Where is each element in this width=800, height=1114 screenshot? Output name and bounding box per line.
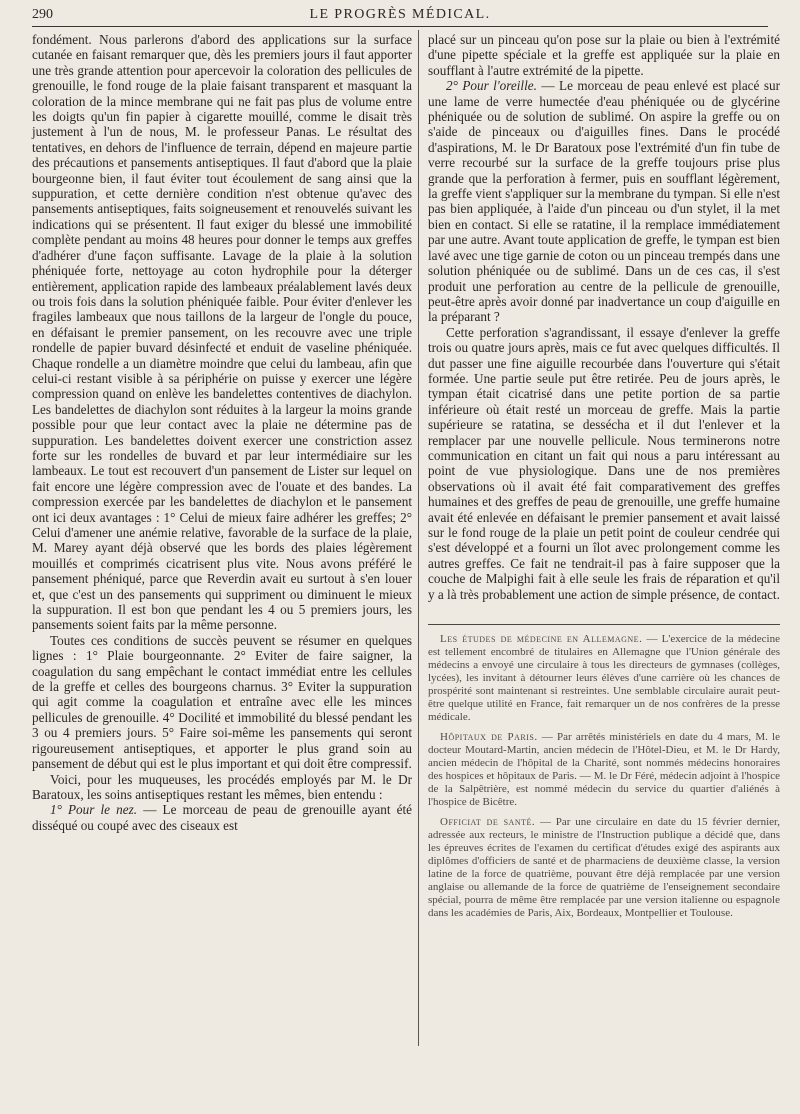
left-column (32, 32, 412, 833)
page-header (32, 2, 768, 27)
news-separator (428, 624, 780, 625)
paragraph-nose (32, 802, 412, 833)
paragraph-nose-continued: placé sur un pinceau qu'on pose sur la plaie ou bien à l'extrémité d'une pipette spéciale et la greffe est appliquée sur la plaie en soufflant à l'autre extrémité de la pipette. (428, 32, 780, 78)
news-text-hospitals: — Par arrêtés ministériels en date du 4 mars, M. le docteur Moutard-Martin, ancien médecin de l'Hôtel-Dieu, et M. le Dr Hardy, ancien médecin de l'hôpital de la Charité, sont nommés médecins honoraires des hospices et hôpitaux de Paris. — M. le Dr Féré, médecin adjoint à l'hospice de la Salpêtrière, est nommé médecin du service du quartier d'aliénés à l'hospice de Bicêtre. (428, 731, 780, 809)
news-title-hospitals: Hôpitaux de Paris. (440, 731, 538, 744)
news-title-germany: Les études de médecine en Allemagne. (440, 633, 643, 646)
news-section (428, 633, 780, 920)
paragraph-mucosa-intro: Voici, pour les muqueuses, les procédés employés par M. le Dr Baratoux, les soins antiseptiques restant les mêmes, bien entendu : (32, 771, 412, 802)
paragraph-conditions-summary: Toutes ces conditions de succès peuvent se résumer en quelques lignes : 1° Plaie bourgeonnante. 2° Eviter de faire saigner, la coagulation du sang empêchant le contact immédiat entre les cellules de la greffe et celles des bourgeons charnus. 3° Eviter la suppuration qui agit comme la coagulation et entraîne avec elle les minces pellicules de grenouille. 4° Docilité et immobilité du blessé pendant les 3 ou 4 premiers jours. 5° Faire soi-même les pansements qui seront rigoureusement antiseptiques, et apporter le plus grand soin au pansement de début qui est le plus important et qui doit être compressif. (32, 632, 412, 772)
paragraph-perforation: Cette perforation s'agrandissant, il essaye d'enlever la greffe trois ou quatre jours après, mais ce fut avec quelques difficultés. Il dut passer une fine aiguille recourbée dans l'ouverture qui s'était formée. Une partie seule put être retirée. Peu de jours après, le tympan était cicatrisé dans une petite portion de sa partie inférieure où était resté un morceau de greffe. Mais la partie supérieure se ratatina, se dessécha et il dut l'enlever et la remplacer par une nouvelle pellicule. Nous terminerons notre communication en citant un fait qui nous a paru intéressant au point de vue physiologique. Dans une de nos premières observations où il avait été fait comparativement des greffes humaines et des greffes de peau de grenouille, une greffe humaine avait été enlevée en défaisant le premier pansement et avait laissé sur le fond rouge de la plaie un petit point de couleur cendrée qui s'est développé et a fourni un îlot avec prolongement comme les autres greffes. Ce fait ne tendrait-il pas à faire supposer que la couche de Malpighi fait à elle seule les frais de réparation et qu'il y a là très probablement une action de simple présence, de contact. (428, 324, 780, 602)
news-item-hospitals (428, 731, 780, 809)
news-title-officiat: Officiat de santé. (440, 816, 536, 829)
news-item-germany (428, 633, 780, 724)
ear-label: 2° Pour l'oreille. (446, 78, 537, 94)
nose-text: — Le morceau de peau de grenouille ayant été disséqué ou coupé avec des ciseaux est (32, 802, 412, 833)
page-number: 290 (32, 7, 53, 22)
ear-text: — Le morceau de peau enlevé est placé sur une lame de verre humectée d'eau phéniquée ou de glycérine phéniquée ou de solution de sublimé. On aspire la greffe ou on s'aide de pinceaux ou d'aiguilles fines. Dans le procédé d'aspirations, M. le Dr Baratoux pose l'extrémité d'un fin tube de verre recourbé sur la surface de la greffe toujours prise plus grande que la perforation à fermer, puis en soufflant légèrement, la greffe vient s'appliquer sur la membrane du tympan. Si elle n'est pas bien appliquée, à l'aide d'un pinceau ou d'un stylet, il la met bien en contact. Si elle se ratatine, il la remplace immédiatement par une autre. Avant toute application de greffe, le tympan est bien lavé avec une tige garnie de coton ou un pinceau trempés dans une solution phéniquée ou de sublimé. Dans un de ces cas, il s'est produit une perforation au centre de la pellicule de grenouille, peut-être après avoir donné par inadvertance un coup d'aiguille en la préparant ? (428, 78, 780, 325)
paragraph-ear (428, 78, 780, 325)
news-item-officiat (428, 816, 780, 920)
news-text-officiat: — Par une circulaire en date du 15 février dernier, adressée aux recteurs, le ministre de l'Instruction publique a décidé que, dans les épreuves écrites de l'examen du certificat d'études exigé des aspirants aux diplômes d'officiers de santé et de pharmaciens de deuxième classe, la version latine de la force de quatrième, pouvant être déjà remplacée par une version anglaise ou allemande de la force de quatrième de l'enseignement secondaire spécial, pourra de même être remplacée par une version italienne ou espagnole dans les académies de Paris, Aix, Bordeaux, Montpellier et Toulouse. (428, 816, 780, 920)
running-title: LE PROGRÈS MÉDICAL. (309, 7, 491, 22)
news-text-germany: — L'exercice de la médecine est tellement encombré de titulaires en Allemagne que l'Union générale des médecins a envoyé une circulaire à tous les directeurs de gymnases (collèges, lycées), les invitant à détourner leurs élèves d'une carrière où les chances de prospérité sont maintenant si restreintes. Une semblable circulaire aurait peut-être quelque utilité en France, fait remarquer un de nos confrères de la presse médicale. (428, 633, 780, 724)
paragraph-wound-care: fondément. Nous parlerons d'abord des applications sur la surface cutanée en faisant remarquer que, dès les premiers jours il faut apporter une très grande attention pour apercevoir la coloration des pellicules de grenouille, le fond rouge de la plaie faisant transparent et masquant la coloration de la mince membrane qui ne fait pas plus de volume entre les doigts qu'un fin papier à cigarette mouillé, comme le disait très justement à l'un de nous, M. le professeur Panas. Le résultat des tentatives, en dehors de l'influence de terrain, dépend en majeure partie des précautions et pansements antiseptiques. Il faut d'abord que la plaie bourgeonne bien, il faut éviter tout écoulement de sang ainsi que la suppuration, et cette dernière condition n'est obtenue qu'avec des pansements antiseptiques, faits soigneusement et renouvelés suivant les indications qui se présentent. Il faut exiger du blessé une immobilité complète pendant au moins 48 heures pour donner le temps aux greffes d'adhérer d'une façon suffisante. Lavage de la plaie à la solution phéniquée forte, nettoyage au coton hydrophile pour la déterger entièrement, application rapide des lambeaux préalablement lavés deux ou trois fois dans la solution phéniquée faible. Pour éviter d'enlever les fragiles lambeaux que nous taillons de la largeur de l'ongle du pouce, en défaisant le premier pansement, on les recouvre avec une triple rondelle de papier buvard désinfecté et enduit de vaseline phéniquée. Chaque rondelle a un diamètre moindre que celui du lambeau, afin que celui-ci restant visible à sa périphérie on puisse y exercer une légère compression quand on enlève les bandelettes contentives de diachylon. Les bandelettes de diachylon sont réduites à la largeur la moins grande possible pour que leur contact avec la plaie ne détermine pas de suppuration. Les bandelettes doivent exercer une constriction assez forte sur les rondelles de buvard et par leur intermédiaire sur les lambeaux. Le tout est recouvert d'un pansement de Lister sur lequel on fait encore une légère compression avec de l'ouate et des bandes. La compression exercée par les bandelettes de diachylon et le pansement ont ici deux avantages : 1° Celui de mieux faire adhérer les greffes; 2° Celui d'amener une anémie relative, favorable de la surface de la plaie, M. Marey ayant déjà observé que les bords des plaies légèrement mouillés et comprimés cicatrisent plus vite. Nous avons préféré le pansement phéniqué, parce que Reverdin avait eu surtout à s'en louer et, que c'est un des pansements qui suppriment ou diminuent le mieux la suppuration. Il est bon que pendant les 4 ou 5 premiers jours, les pansements soient faits par la même personne. (32, 32, 412, 633)
column-divider (418, 30, 419, 1046)
nose-label: 1° Pour le nez. (50, 802, 138, 818)
right-column (428, 32, 780, 927)
